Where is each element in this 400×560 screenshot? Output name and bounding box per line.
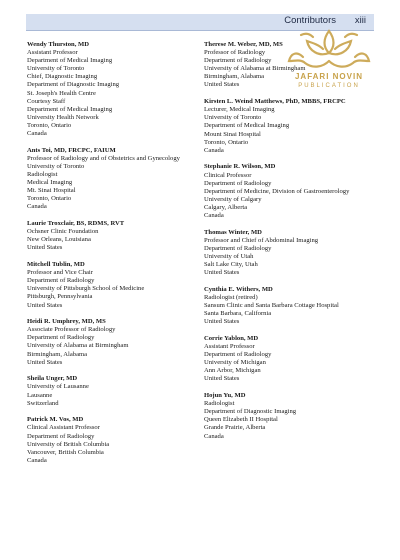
contributor-entry [204,392,379,441]
contributor-name: Stephanie R. Wilson, MD [204,163,276,171]
affiliation-line: Department of Radiology [204,179,272,187]
affiliation-line: University of Pittsburgh School of Medicine [27,285,145,293]
affiliation-line: University of Alabama at Birmingham [27,342,129,350]
affiliation-line: University of Toronto [27,65,85,73]
affiliation-line: University of Toronto [27,162,85,170]
contributor-name: Thomas Winter, MD [204,228,262,236]
section-title: Contributors [284,15,336,26]
contributor-name: Patrick M. Vos, MD [27,416,84,424]
contributor-entry [27,41,202,138]
watermark-subtitle: PUBLICATION [298,83,360,89]
affiliation-line: Canada [27,456,47,464]
affiliation-line: Canada [204,432,224,440]
affiliation-line: Department of Medical Imaging [27,105,113,113]
affiliation-line: Professor of Radiology [204,49,266,57]
affiliation-line: University of Calgary [204,195,262,203]
affiliation-line: Radiologist [27,171,58,178]
affiliation-line: Lausanne [27,391,53,399]
affiliation-line: New Orleans, Louisiana [27,236,91,244]
affiliation-line: University of Toronto [204,114,262,122]
affiliation-line: Chief, Diagnostic Imaging [27,73,98,81]
contributors-right-column [204,41,379,449]
affiliation-line: Grande Prairie, Alberta [204,424,266,432]
contributor-name: Corrie Yablon, MD [204,334,259,342]
affiliation-line: Professor of Radiology and of Obstetrics and Gynecology [27,154,180,162]
contributor-entry [27,318,202,367]
affiliation-line: Toronto, Ontario [27,121,72,129]
affiliation-line: St. Joseph's Health Centre [27,89,96,97]
contributor-entry [204,98,379,155]
affiliation-line: United States [27,244,63,252]
affiliation-line: Vancouver, British Columbia [27,448,104,456]
affiliation-line: Queen Elizabeth II Hospital [204,416,278,424]
affiliation-line: Salt Lake City, Utah [204,261,258,269]
contributor-name: Sheila Unger, MD [27,375,78,383]
affiliation-line: Department of Radiology [204,244,272,252]
contributors-left-column [27,41,202,473]
affiliation-line: Canada [204,146,224,154]
affiliation-line: Ann Arbor, Michigan [204,367,261,375]
contributor-entry [27,375,202,407]
contributor-name: Wendy Thurston, MD [27,41,89,48]
affiliation-line: Canada [27,203,47,211]
affiliation-line: Clinical Assistant Professor [27,424,100,432]
affiliation-line: Department of Medical Imaging [204,122,290,130]
affiliation-line: United States [27,301,63,309]
affiliation-line: University of Alabama at Birmingham [204,65,306,73]
affiliation-line: Radiologist (retired) [204,293,258,301]
affiliation-line: Toronto, Ontario [204,138,249,146]
contributor-name: Mitchell Tublin, MD [27,261,85,269]
affiliation-line: Department of Radiology [204,57,272,65]
contributor-entry [204,286,379,326]
affiliation-line: United States [204,375,240,383]
affiliation-line: University of Utah [204,252,254,260]
contributor-entry [204,335,379,384]
affiliation-line: Department of Radiology [27,432,95,440]
affiliation-line: Toronto, Ontario [27,195,72,203]
affiliation-line: Department of Diagnostic Imaging [204,408,297,416]
affiliation-line: Department of Radiology [27,277,95,285]
contributor-entry [204,41,379,90]
contributor-name: Kirsten L. Weind Matthews, PhD, MBBS, FRCPC [204,98,346,106]
watermark-title: JAFARI NOVIN [294,72,363,81]
contributor-entry [27,416,202,465]
affiliation-line: Associate Professor of Radiology [27,326,116,334]
contributor-name: Hojun Yu, MD [204,392,246,400]
affiliation-line: Pittsburgh, Pennsylvania [27,293,93,301]
affiliation-line: Canada [204,211,224,219]
affiliation-line: Canada [27,130,47,138]
affiliation-line: Sansum Clinic and Santa Barbara Cottage Hospital [204,302,339,309]
affiliation-line: Switzerland [27,399,59,407]
contributor-name: Cynthia E. Withers, MD [204,285,273,293]
contributor-entry [27,220,202,252]
affiliation-line: University Health Network [27,113,99,121]
affiliation-line: Courtesy Staff [27,97,66,105]
affiliation-line: Professor and Chief of Abdominal Imaging [204,236,319,244]
contributor-name: Therese M. Weber, MD, MS [204,41,283,48]
affiliation-line: Radiologist [204,400,235,408]
affiliation-line: United States [204,81,240,89]
affiliation-line: Lecturer, Medical Imaging [204,106,275,114]
affiliation-line: Clinical Professor [204,171,252,179]
contributor-name: Heidi R. Umphrey, MD, MS [27,318,106,326]
affiliation-line: University of Lausanne [27,383,89,391]
affiliation-line: Mt. Sinai Hospital [27,187,76,195]
affiliation-line: Department of Medicine, Division of Gastroenterology [204,187,350,195]
contributor-name: Laurie Troxclair, BS, RDMS, RVT [27,220,125,228]
affiliation-line: Department of Radiology [27,334,95,342]
page-number: xiii [354,15,366,26]
affiliation-line: Calgary, Alberta [204,203,248,211]
contributor-name: Ants Toi, MD, FRCPC, FAIUM [27,146,116,154]
affiliation-line: Department of Diagnostic Imaging [27,81,120,89]
affiliation-line: Assistant Professor [204,342,255,350]
affiliation-line: Professor and Vice Chair [27,269,93,277]
affiliation-line: Department of Radiology [204,351,272,359]
affiliation-line: United States [204,318,240,326]
affiliation-line: Birmingham, Alabama [204,73,265,81]
contributor-entry [27,261,202,310]
contributor-entry [204,229,379,278]
affiliation-line: Birmingham, Alabama [27,350,88,358]
affiliation-line: Assistant Professor [27,49,78,57]
affiliation-line: University of Michigan [204,359,266,367]
affiliation-line: Ochsner Clinic Foundation [27,228,99,236]
affiliation-line: Santa Barbara, California [204,310,272,318]
contributor-entry [204,163,379,220]
affiliation-line: United States [27,358,63,366]
affiliation-line: University of British Columbia [27,440,110,448]
contributor-entry [27,147,202,212]
affiliation-line: Medical Imaging [27,179,73,187]
affiliation-line: Mount Sinai Hospital [204,130,261,138]
affiliation-line: United States [204,269,240,277]
affiliation-line: Department of Medical Imaging [27,57,113,65]
